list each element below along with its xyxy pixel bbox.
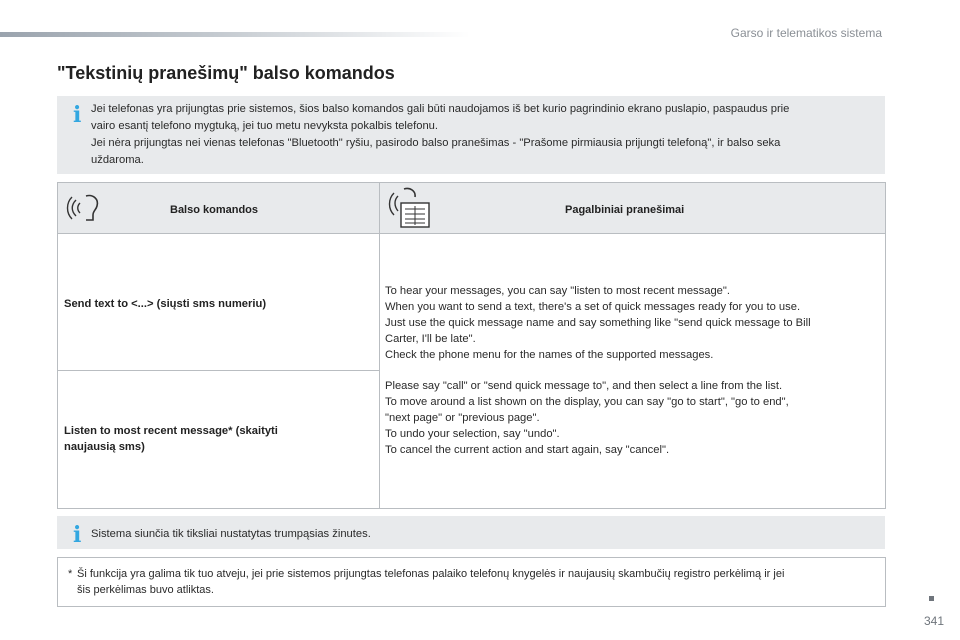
response-line: To cancel the current action and start again, say "cancel".: [385, 444, 670, 456]
header-decor-bar: [0, 32, 470, 37]
voice-command-icon: [66, 193, 102, 228]
page-marker: [929, 596, 934, 601]
page-number: 341: [923, 614, 944, 628]
command-line: Listen to most recent message* (skaityti: [64, 425, 278, 437]
table-header: [58, 183, 885, 234]
response-line: To move around a list shown on the display, you can say "go to start", "go to end",: [385, 396, 789, 408]
response-navigation-help: [385, 378, 865, 458]
info-line: vairo esantį telefono mygtuką, jei tuo metu nevyksta pokalbis telefonu.: [91, 120, 439, 132]
footnote-line: šis perkėlimas buvo atliktas.: [77, 584, 214, 596]
info-box-sms-note: [57, 516, 885, 549]
response-line: When you want to send a text, there's a set of quick messages ready for you to use.: [385, 301, 801, 313]
command-listen-recent: [64, 423, 334, 455]
response-line: To undo your selection, say "undo".: [385, 428, 560, 440]
page-title: "Tekstinių pranešimų" balso komandos: [57, 63, 395, 83]
info-icon: i: [73, 522, 82, 548]
response-messages-help: [385, 283, 865, 363]
response-line: Just use the quick message name and say something like "send quick message to Bill: [385, 317, 811, 329]
footnote-star: *: [68, 568, 73, 580]
footnote-line: Ši funkcija yra galima tik tuo atveju, jei prie sistemos prijungtas telefonas palaiko telefonų knygelės ir naujausių skambučių registro perkėlimą ir jei: [77, 568, 785, 580]
voice-commands-table: [57, 182, 886, 509]
info-icon: i: [73, 102, 82, 128]
section-title: Garso ir telematikos sistema: [730, 26, 882, 40]
footnote: [57, 557, 886, 607]
response-line: "next page" or "previous page".: [385, 412, 540, 424]
info-line: uždaroma.: [91, 154, 144, 166]
response-line: Check the phone menu for the names of the supported messages.: [385, 349, 714, 361]
response-line: To hear your messages, you can say "listen to most recent message".: [385, 285, 730, 297]
message-display-icon: [384, 187, 432, 234]
response-line: Please say "call" or "send quick message to", and then select a line from the list.: [385, 380, 783, 392]
column-divider: [379, 183, 380, 508]
info-box-connection: [57, 96, 885, 174]
command-line: naujausią sms): [64, 441, 145, 453]
row-divider: [58, 370, 379, 371]
info-line: Jei nėra prijungtas nei vienas telefonas "Bluetooth" ryšiu, pasirodo balso pranešimas - "Prašome pirmiausia prijungti telefoną", ir balso seka: [91, 137, 781, 149]
column-header-messages: Pagalbiniai pranešimai: [565, 204, 685, 216]
info-line: Jei telefonas yra prijungtas prie sistemos, šios balso komandos gali būti naudojamos iš bet kurio pagrindinio ekrano puslapio, paspaudus prie: [91, 103, 790, 115]
response-line: Carter, I'll be late".: [385, 333, 476, 345]
info-text: Sistema siunčia tik tiksliai nustatytas trumpąsias žinutes.: [91, 528, 371, 540]
column-header-commands: Balso komandos: [170, 204, 259, 216]
command-send-text: Send text to <...> (siųsti sms numeriu): [64, 298, 267, 310]
